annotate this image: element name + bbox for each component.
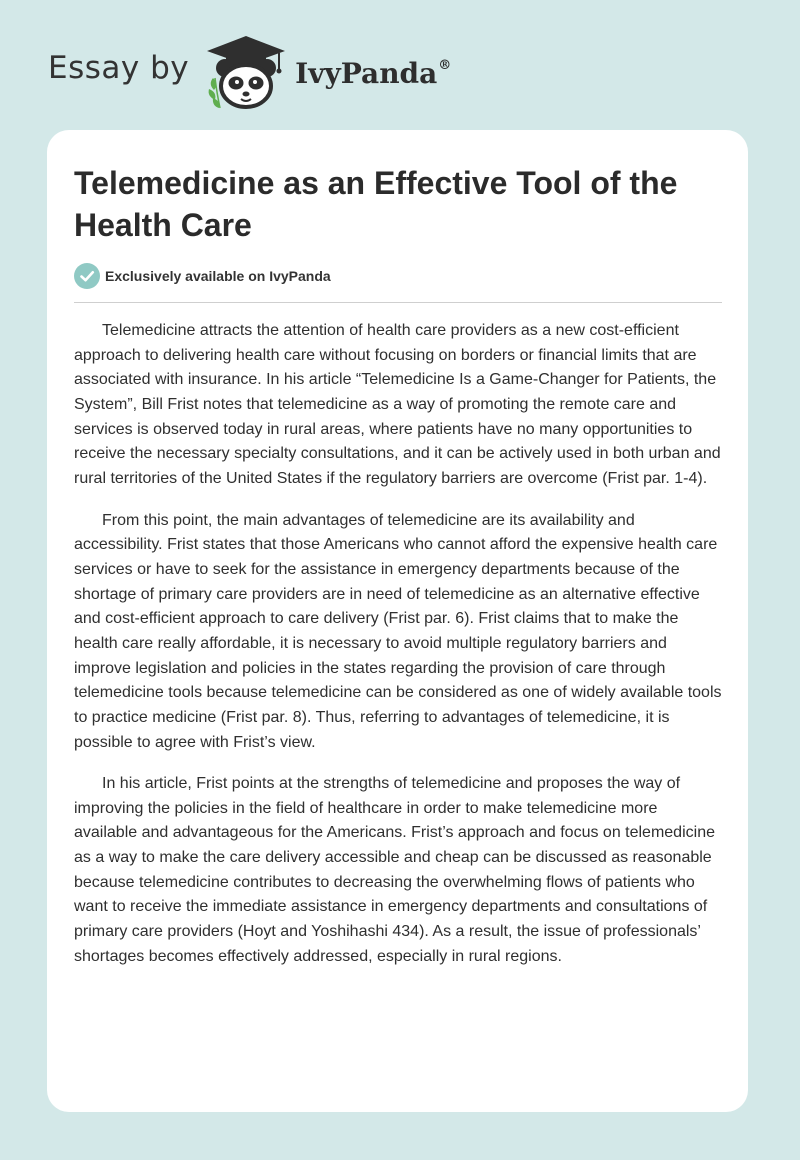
essay-body	[74, 319, 724, 986]
exclusive-badge	[74, 263, 331, 289]
exclusive-badge-label: Exclusively available on IvyPanda	[105, 268, 331, 284]
essay-by-label: Essay by	[48, 50, 190, 86]
site-header	[48, 34, 451, 110]
brand-logo-text[interactable]: IvyPanda®	[295, 56, 452, 90]
essay-card	[47, 130, 748, 1112]
paragraph: Telemedicine attracts the attention of health care providers as a new cost-efficient approach to delivering health care without focusing on borders or financial limits that are associated with insurance. In his article “Telemedicine Is a Game-Changer for Patients, the System”, Bill Frist notes that telemedicine as a way of promoting the remote care and services is observed today in rural areas, where patients have no many opportunities to receive the necessary specialty consultations, and it can be actively used in both urban and rural territories of the United States if the regulatory barriers are overcome (Frist par. 1-4).	[74, 322, 721, 487]
paragraph: In his article, Frist points at the strengths of telemedicine and proposes the way of improving the policies in the field of healthcare in order to make telemedicine more available and advantageous for the Americans. Frist’s approach and focus on telemedicine as a way to make the care delivery accessible and cheap can be discussed as reasonable because telemedicine contributes to decreasing the overwhelming flows of patients who want to receive the immediate assistance in emergency departments and consultations of primary care providers (Hoyt and Yoshihashi 434). As a result, the issue of professionals’ shortages becomes effectively addressed, especially in rural regions.	[74, 775, 715, 965]
panda-graduation-cap-icon[interactable]	[203, 34, 289, 110]
page-title: Telemedicine as an Effective Tool of the Health Care	[74, 165, 678, 243]
divider	[74, 302, 722, 303]
paragraph: From this point, the main advantages of telemedicine are its availability and accessibility. Frist states that those Americans who cannot afford the expensive health care services or have to seek for the assistance in emergency departments because of the shortage of primary care providers are in need of telemedicine as an alternative effective and cost-efficient approach to care delivery (Frist par. 6). Frist claims that to make the health care really affordable, it is necessary to avoid multiple regulatory barriers and improve legislation and policies in the states regarding the provision of care through telemedicine tools because telemedicine can be considered as one of widely available tools to practice medicine (Frist par. 8). Thus, referring to advantages of telemedicine, it is possible to agree with Frist’s view.	[74, 511, 722, 751]
registered-mark: ®	[438, 57, 452, 73]
check-circle-icon	[74, 263, 100, 289]
